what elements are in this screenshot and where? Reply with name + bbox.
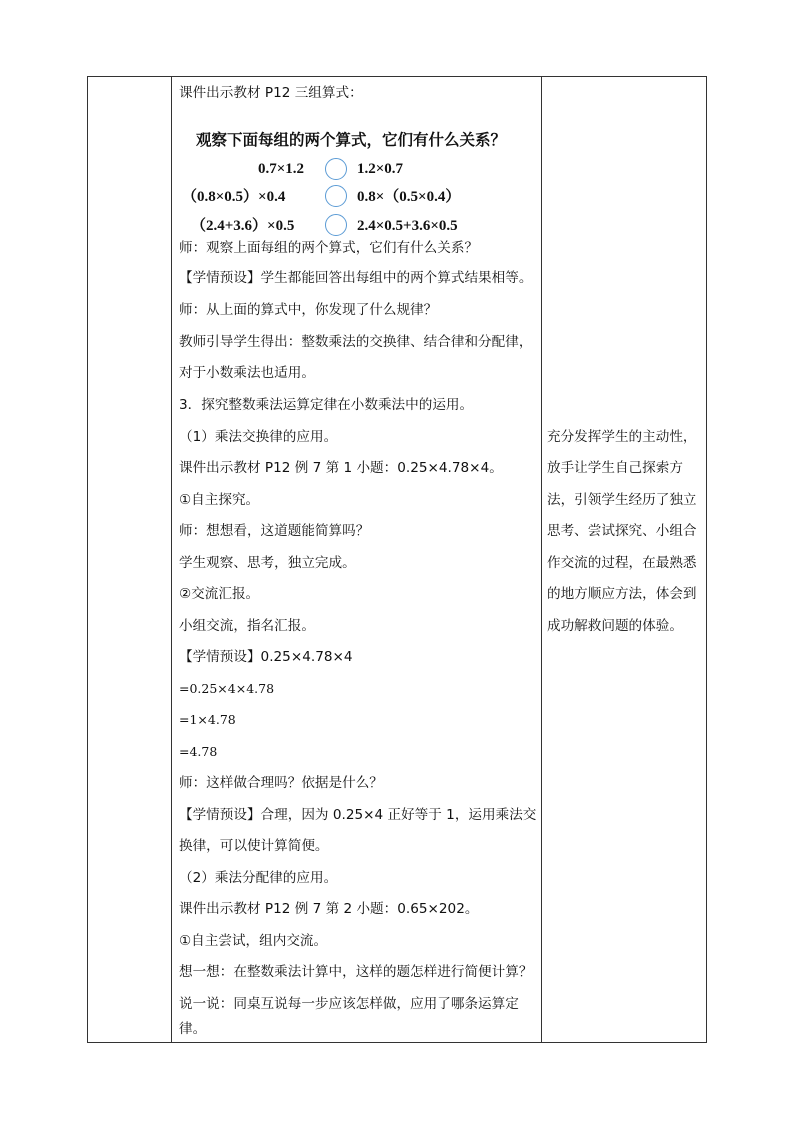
expr-right-3: 2.4×0.5+3.6×0.5 bbox=[357, 218, 458, 234]
text-line-11: 学生观察、思考，独立完成。 bbox=[179, 555, 356, 571]
note-line-6: 的地方顺应方法，体会到 bbox=[547, 586, 697, 602]
compare-circle-1 bbox=[325, 158, 347, 180]
note-line-2: 放手让学生自己探索方 bbox=[547, 460, 683, 476]
text-line-9: ①自主探究。 bbox=[179, 492, 260, 508]
column-divider-2 bbox=[541, 77, 542, 1042]
column-divider-1 bbox=[171, 77, 172, 1042]
text-line-8: 课件出示教材 P12 例 7 第 1 小题：0.25×4.78×4。 bbox=[179, 460, 503, 476]
text-line-3: 师：从上面的算式中，你发现了什么规律？ bbox=[179, 302, 438, 318]
expr-left-1: 0.7×1.2 bbox=[258, 161, 305, 177]
note-line-5: 作交流的过程，在最熟悉 bbox=[547, 555, 697, 571]
note-line-3: 法，引领学生经历了独立 bbox=[547, 492, 697, 508]
text-line-18: 师：这样做合理吗？依据是什么？ bbox=[179, 775, 383, 791]
expr-right-2: 0.8×（0.5×0.4） bbox=[357, 189, 461, 205]
text-line-2: 【学情预设】学生都能回答出每组中的两个算式结果相等。 bbox=[179, 270, 533, 286]
text-line-22: 课件出示教材 P12 例 7 第 2 小题：0.65×202。 bbox=[179, 901, 479, 917]
text-line-5: 对于小数乘法也适用。 bbox=[179, 365, 315, 381]
text-line-12: ②交流汇报。 bbox=[179, 586, 260, 602]
note-line-7: 成功解救问题的体验。 bbox=[547, 618, 683, 634]
text-line-21: （2）乘法分配律的应用。 bbox=[179, 870, 338, 886]
text-line-1: 师：观察上面每组的两个算式，它们有什么关系？ bbox=[179, 240, 479, 256]
question-title: 观察下面每组的两个算式，它们有什么关系？ bbox=[196, 131, 507, 149]
text-line-10: 师：想想看，这道题能简算吗？ bbox=[179, 523, 370, 539]
text-line-6: 3．探究整数乘法运算定律在小数乘法中的运用。 bbox=[179, 397, 474, 413]
text-line-25: 说一说：同桌互说每一步应该怎样做，应用了哪条运算定 bbox=[179, 996, 519, 1012]
expr-right-1: 1.2×0.7 bbox=[357, 161, 404, 177]
calc-line-2: =1×4.78 bbox=[179, 712, 236, 727]
expr-left-2: （0.8×0.5）×0.4 bbox=[182, 189, 286, 205]
lesson-table bbox=[87, 76, 707, 1043]
note-line-4: 思考、尝试探究、小组合 bbox=[547, 523, 697, 539]
note-line-1: 充分发挥学生的主动性， bbox=[547, 429, 697, 445]
calc-line-3: =4.78 bbox=[179, 744, 218, 759]
text-line-7: （1）乘法交换律的应用。 bbox=[179, 429, 338, 445]
text-line-19: 【学情预设】合理，因为 0.25×4 正好等于 1，运用乘法交 bbox=[179, 807, 537, 823]
expr-left-3: （2.4+3.6）×0.5 bbox=[191, 218, 295, 234]
text-line-13: 小组交流，指名汇报。 bbox=[179, 618, 315, 634]
text-line-26: 律。 bbox=[179, 1021, 207, 1037]
intro-line: 课件出示教材 P12 三组算式： bbox=[179, 85, 363, 101]
text-line-4: 教师引导学生得出：整数乘法的交换律、结合律和分配律， bbox=[179, 334, 533, 350]
text-line-23: ①自主尝试，组内交流。 bbox=[179, 933, 328, 949]
text-line-20: 换律，可以使计算简便。 bbox=[179, 838, 329, 854]
calc-line-1: =0.25×4×4.78 bbox=[179, 681, 275, 696]
text-line-14: 【学情预设】0.25×4.78×4 bbox=[179, 649, 353, 665]
text-line-24: 想一想：在整数乘法计算中，这样的题怎样进行简便计算？ bbox=[179, 964, 533, 980]
compare-circle-2 bbox=[325, 185, 347, 207]
compare-circle-3 bbox=[325, 214, 347, 236]
